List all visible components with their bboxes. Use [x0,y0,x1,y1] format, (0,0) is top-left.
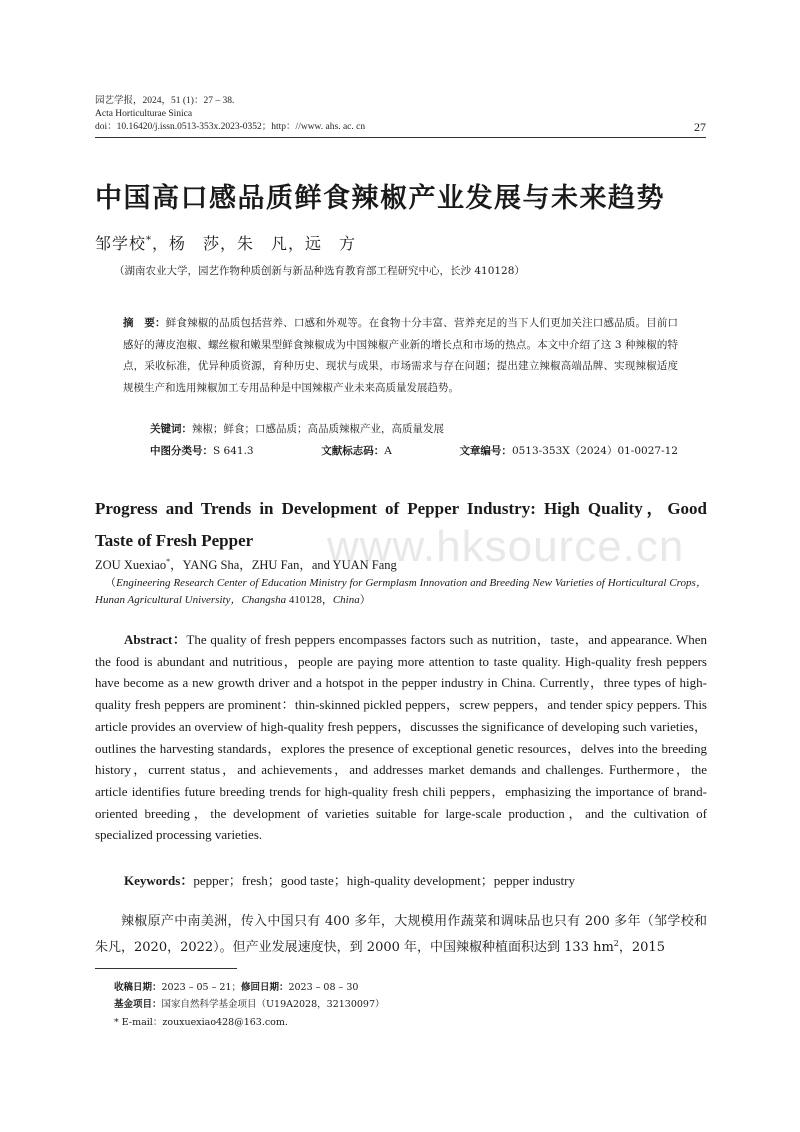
document-code: 文献标志码：A [321,445,392,457]
footnote-rule [95,968,237,969]
affiliation-en-text: Engineering Research Center of Education Ministry for Germplasm Innovation and Breeding New Varieties of Horticultural Crops，Hunan Agricultural University，Changsha [95,577,707,606]
abstract-text-en: The quality of fresh peppers encompasses factors such as nutrition，taste，and appearance. When the food is abundant and nutritious，people are paying more attention to taste quality. High-quality fresh peppers have become as a new growth driver and a hotspot in the pepper industry in China. Currently，three types of high-quality fresh peppers are prominent：thin-skinned pickled peppers，screw peppers，and tender spicy peppers. This article provides an overview of high-quality fresh peppers，discusses the significance of developing such varieties，outlines the harvesting standards，explores the presence of exceptional genetic resources，delves into the breeding history，current status，and achievements，and addresses market demands and challenges. Furthermore，the article identifies future breeding trends for high-quality fresh chili peppers，emphasizing the importance of brand-oriented breeding，the development of varieties suitable for large-scale production，and the cultivation of specialized processing varieties. [95,632,707,843]
superscript-2: 2 [613,939,619,948]
abstract-label-cn: 摘 要： [123,317,166,329]
page-number: 27 [694,120,706,134]
keywords-chinese [150,421,444,436]
title-english: Progress and Trends in Development of Pepper Industry: High Quality，Good Taste of Fresh Pepper [95,499,707,550]
classification-row [150,443,678,458]
affiliation-chinese: （湖南农业大学，园艺作物种质创新与新品种选育教育部工程研究中心，长沙 410128） [114,265,525,277]
corresponding-mark: * [146,235,153,246]
body-paragraph: 辣椒原产中南美洲，传入中国只有 400 多年，大规模用作蔬菜和调味品也只有 200 多年（邹学校和朱凡，2020，2022）。但产业发展速度快，到 2000 年，中国辣椒种植面积达到 133 $hm^2$，2015 [95,914,707,955]
author-1-en: ZOU Xuexiao [95,558,167,572]
article-number: 文章编号：0513-353X（2024）01-0027-12 [459,445,678,457]
clc-number: 中图分类号：S 641.3 [150,445,254,457]
affiliation-en-country: China [332,594,360,606]
abstract-english [95,629,707,846]
doi-line: doi：10.16420/j.issn.0513-353x.2023-0352；http：//www. ahs. ac. cn [95,122,366,132]
journal-name-en: Acta Horticulturae Sinica [95,109,193,119]
author-1-cn: 邹学校 [95,234,147,253]
abstract-chinese [123,313,678,399]
footnote-dates: 收稿日期：2023 – 05 – 21；修回日期：2023 – 08 – 30 [114,982,359,993]
header-rule [95,137,706,138]
abstract-label-en: Abstract： [124,632,187,647]
corresponding-mark-en: * [166,557,171,566]
footnote-email: * E-mail：zouxuexiao428@163.com. [114,1017,288,1028]
affiliation-english: （Engineering Research Center of Education Ministry for Germplasm Innovation and Breeding New Varieties of Horticultural Crops，Hunan Agricultural University，Changsha 410128，China） [95,577,707,606]
journal-citation: 园艺学报，2024，51 (1)：27 – 38. [95,96,235,106]
keywords-text-cn: 辣椒；鲜食；口感品质；高品质辣椒产业，高质量发展 [192,423,444,435]
watermark: www.hksource.cn [327,522,685,571]
title-chinese: 中国高口感品质鲜食辣椒产业发展与未来趋势 [95,183,665,214]
keywords-text-en: pepper；fresh；good taste；high-quality development；pepper industry [193,873,575,888]
keywords-label-cn: 关键词： [150,423,192,435]
other-authors-cn: ，杨 莎，朱 凡，远 方 [152,234,357,253]
other-authors-en: ，YANG Sha，ZHU Fan，and YUAN Fang [170,558,397,572]
abstract-text-cn: 鲜食辣椒的品质包括营养、口感和外观等。在食物十分丰富、营养充足的当下人们更加关注口感品质。目前口感好的薄皮泡椒、螺丝椒和嫩果型鲜食辣椒成为中国辣椒产业新的增长点和市场的热点。本文中介绍了这 3 种辣椒的特点，采收标准，优异种质资源，育种历史、现状与成果，市场需求与存在问题；提出建立辣椒高端品牌、实现辣椒适度规模生产和选用辣椒加工专用品种是中国辣椒产业未来高质量发展趋势。 [123,317,679,394]
footnote-funding: 基金项目：国家自然科学基金项目（U19A2028，32130097） [114,999,385,1010]
keywords-english [124,870,575,889]
keywords-label-en: Keywords： [124,873,194,888]
authors-chinese [95,231,356,254]
